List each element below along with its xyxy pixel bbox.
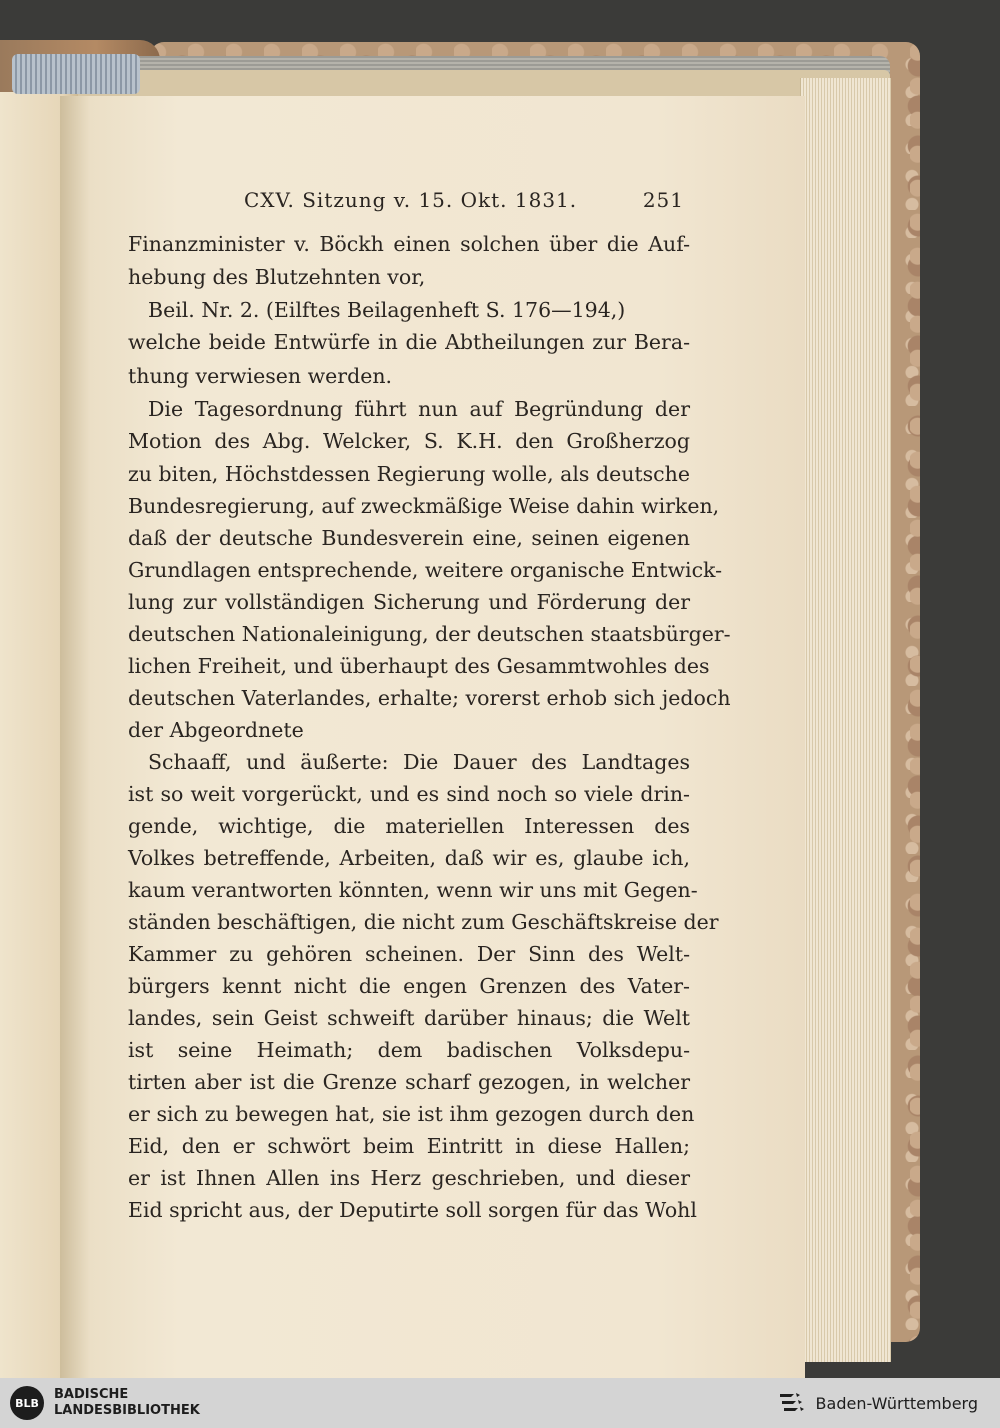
three-lions-icon xyxy=(776,1388,806,1418)
text-line: er sich zu bewegen hat, sie ist ihm gezogen durch den xyxy=(128,1102,695,1126)
text-line: lung zur vollständigen Sicherung und Förderung der xyxy=(128,590,690,614)
page-edges xyxy=(800,78,891,1362)
text-line: landes, sein Geist schweift darüber hinaus; die Welt xyxy=(128,1006,690,1030)
text-line: zu biten, Höchstdessen Regierung wolle, als deutsche xyxy=(128,462,690,486)
text-line: Grundlagen entsprechende, weitere organische Entwick- xyxy=(128,558,723,582)
page-number: 251 xyxy=(642,188,684,212)
library-name[interactable] xyxy=(54,1387,200,1419)
footer-bar xyxy=(0,1378,1000,1428)
text-line: hebung des Blutzehnten vor, xyxy=(128,265,426,289)
text-line: Schaaff, und äußerte: Die Dauer des Landtages xyxy=(148,750,690,774)
text-line: Finanzminister v. Böckh einen solchen über die Auf- xyxy=(128,232,690,256)
library-name-line2: LANDESBIBLIOTHEK xyxy=(54,1403,200,1418)
text-line: Eid, den er schwört beim Eintritt in diese Hallen; xyxy=(128,1134,690,1158)
text-line: daß der deutsche Bundesverein eine, seinen eigenen xyxy=(128,526,690,550)
text-line: er ist Ihnen Allen ins Herz geschrieben, und dieser xyxy=(128,1166,690,1190)
text-line: ist so weit vorgerückt, und es sind noch so viele drin- xyxy=(128,782,690,806)
text-line: Kammer zu gehören scheinen. Der Sinn des Welt- xyxy=(128,942,690,966)
header-title: CXV. Sitzung v. 15. Okt. 1831. xyxy=(244,188,578,212)
running-header xyxy=(244,188,684,212)
text-line: ständen beschäftigen, die nicht zum Geschäftskreise der xyxy=(128,910,719,934)
text-line: Eid spricht aus, der Deputirte soll sorgen für das Wohl xyxy=(128,1198,697,1222)
text-line: ist seine Heimath; dem badischen Volksdepu- xyxy=(128,1038,690,1062)
text-line: der Abgeordnete xyxy=(128,718,304,742)
text-line: lichen Freiheit, und überhaupt des Gesammtwohles des xyxy=(128,654,710,678)
text-line: bürgers kennt nicht die engen Grenzen des Vater- xyxy=(128,974,690,998)
text-line: Beil. Nr. 2. (Eilftes Beilagenheft S. 176—194,) xyxy=(148,298,626,322)
text-line: thung verwiesen werden. xyxy=(128,364,393,388)
text-line: Die Tagesordnung führt nun auf Begründung der xyxy=(148,397,690,421)
text-line: deutschen Vaterlandes, erhalte; vorerst erhob sich jedoch xyxy=(128,686,731,710)
text-line: Motion des Abg. Welcker, S. K.H. den Großherzog xyxy=(128,429,690,453)
state-name: Baden-Württemberg xyxy=(815,1393,978,1413)
text-line: Volkes betreffende, Arbeiten, daß wir es, glaube ich, xyxy=(128,846,690,870)
text-line: kaum verantworten könnten, wenn wir uns mit Gegen- xyxy=(128,878,698,902)
state-brand[interactable] xyxy=(776,1388,978,1418)
text-line: gende, wichtige, die materiellen Interessen des xyxy=(128,814,690,838)
blb-logo-icon[interactable]: BLB xyxy=(10,1386,44,1420)
bookmark-ribbon xyxy=(12,54,140,94)
text-line: deutschen Nationaleinigung, der deutschen staatsbürger- xyxy=(128,622,731,646)
text-line: welche beide Entwürfe in die Abtheilungen zur Bera- xyxy=(128,330,690,354)
text-line: Bundesregierung, auf zweckmäßige Weise dahin wirken, xyxy=(128,494,720,518)
text-line: tirten aber ist die Grenze scharf gezogen, in welcher xyxy=(128,1070,690,1094)
library-name-line1: BADISCHE xyxy=(54,1387,129,1402)
